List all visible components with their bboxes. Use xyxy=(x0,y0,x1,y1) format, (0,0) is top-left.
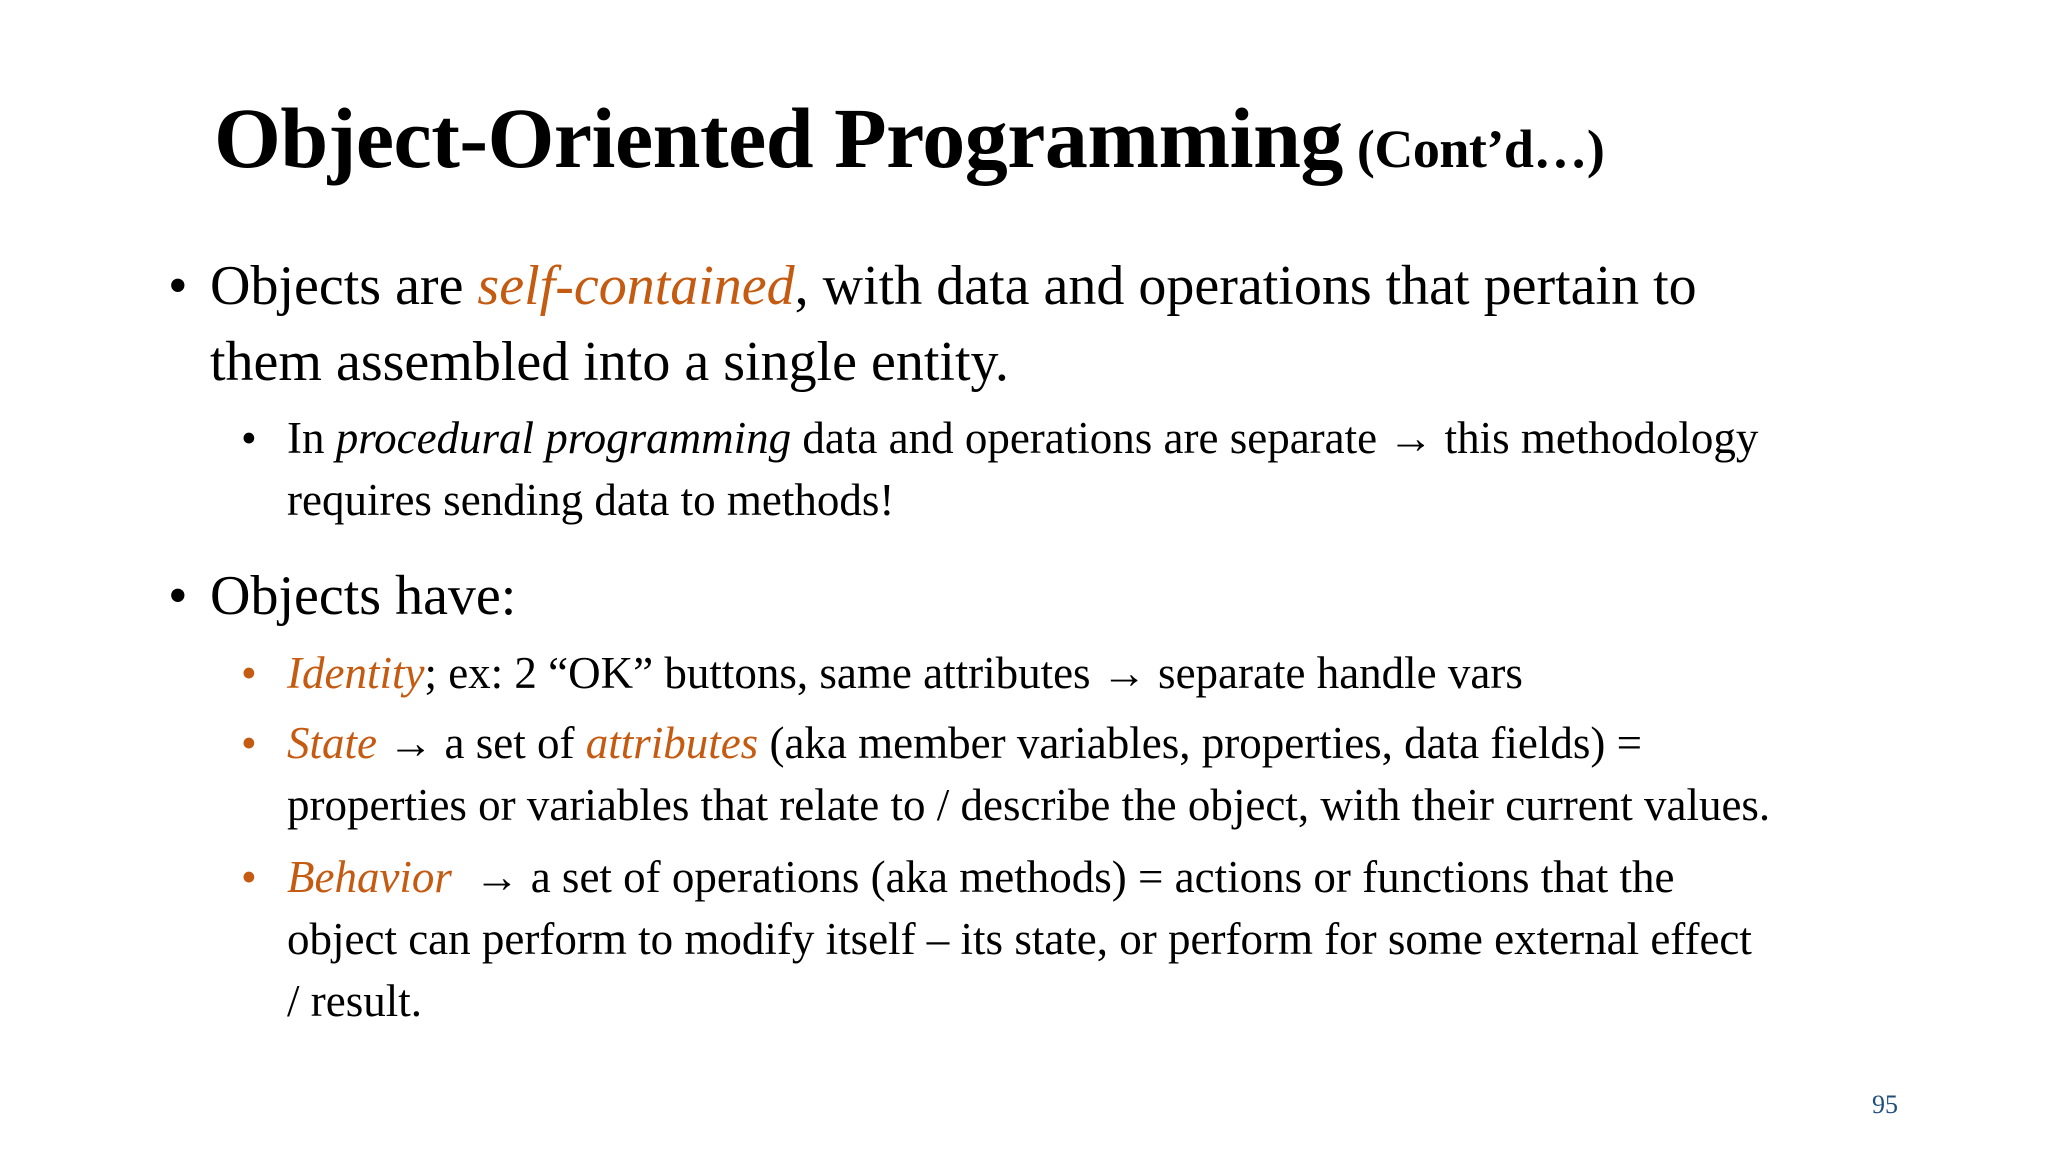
subbullet-identity xyxy=(241,642,1523,704)
subbullet-procedural xyxy=(241,407,1759,531)
title-main: Object-Oriented Programming xyxy=(214,90,1343,186)
bullet-line-1 xyxy=(287,407,1758,469)
bullet-line-1 xyxy=(287,846,1752,908)
bullet-marker: • xyxy=(168,255,188,317)
bullet-emphasis: procedural programming xyxy=(335,413,792,463)
bullet-text: In xyxy=(287,413,336,463)
page-number: 95 xyxy=(1872,1090,1898,1119)
bullet-text: (aka member variables, properties, data fields) = xyxy=(758,718,1642,768)
subbullet-behavior xyxy=(241,846,1752,1032)
bullet-emphasis: Identity xyxy=(287,648,425,698)
title-sub: (Cont’d…) xyxy=(1356,119,1605,179)
bullet-emphasis: State xyxy=(287,718,377,768)
bullet-text: Objects are xyxy=(210,255,478,317)
bullet-emphasis: attributes xyxy=(585,718,759,768)
slide-title xyxy=(214,88,1604,199)
bullet-emphasis: Behavior xyxy=(287,852,452,902)
bullet-marker: • xyxy=(241,648,257,698)
bullet-text: ; ex: 2 “OK” buttons, same attributes → separate handle vars xyxy=(424,648,1523,698)
bullet-marker: • xyxy=(241,718,257,768)
bullet-text: → a set of operations (aka methods) = actions or functions that the xyxy=(451,852,1675,902)
bullet-marker: • xyxy=(168,565,188,627)
bullet-text: data and operations are separate → this methodology xyxy=(791,413,1759,463)
bullet-line-2: requires sending data to methods! xyxy=(287,475,895,525)
bullet-line-1 xyxy=(287,642,1523,704)
bullet-line-2: properties or variables that relate to / describe the object, with their current values. xyxy=(287,780,1771,830)
bullet-text: → a set of xyxy=(376,718,586,768)
bullet-text: , with data and operations that pertain to xyxy=(794,255,1697,317)
bullet-self-contained xyxy=(168,248,1697,400)
bullet-line-2: them assembled into a single entity. xyxy=(210,331,1009,393)
bullet-line-1 xyxy=(210,248,1697,324)
bullet-objects-have xyxy=(168,558,517,634)
subbullet-state xyxy=(241,712,1771,836)
bullet-emphasis: self-contained xyxy=(477,255,795,317)
bullet-line-3: / result. xyxy=(287,976,422,1026)
bullet-marker: • xyxy=(241,852,257,902)
bullet-line-2: object can perform to modify itself – its state, or perform for some external effect xyxy=(287,914,1752,964)
bullet-marker: • xyxy=(241,413,257,463)
bullet-line-1 xyxy=(287,712,1770,774)
bullet-line-1: Objects have: xyxy=(210,565,517,627)
